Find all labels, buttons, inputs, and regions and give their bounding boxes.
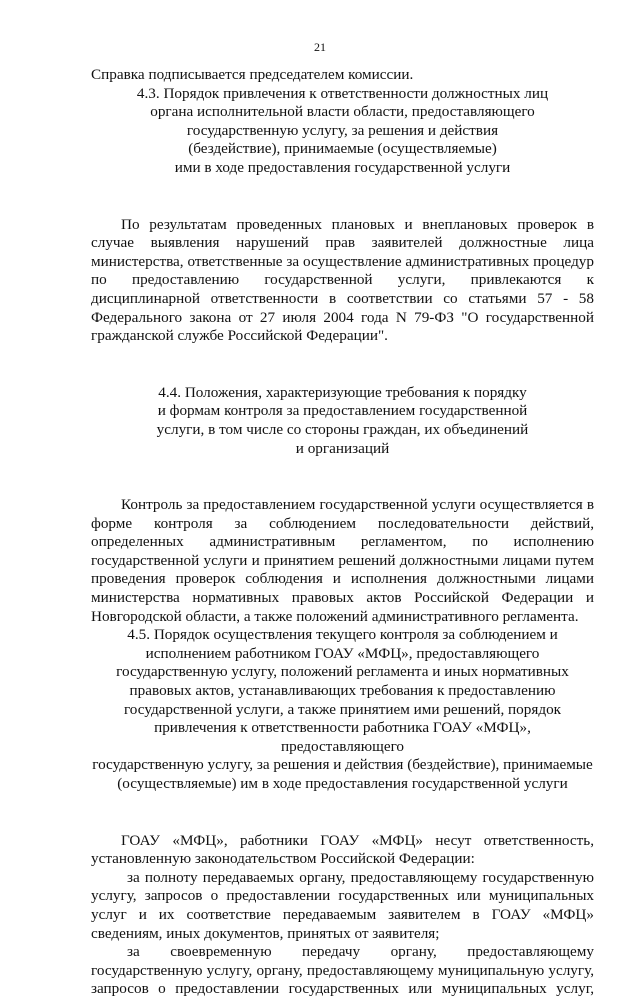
heading-line: органа исполнительной власти области, предоставляющего	[150, 103, 535, 121]
heading-line: государственную услугу, за решения и действия	[186, 121, 499, 139]
body-line: сведениям, иных документов, принятых от заявителя;	[91, 924, 440, 942]
body-line: государственной услуги и принятием решений должностными лицами путем	[91, 551, 594, 569]
body-line: услугу, запросов о предоставлении государственных или муниципальных	[91, 887, 594, 905]
section-4-5-heading	[91, 626, 594, 793]
body-line: определенных административным регламентом, по исполнению	[91, 533, 594, 551]
heading-line: исполнением работником ГОАУ «МФЦ», предоставляющего	[145, 644, 540, 662]
section-4-3-heading	[91, 85, 594, 178]
heading-line: 4.4. Положения, характеризующие требования к порядку	[158, 383, 527, 401]
heading-line: государственной услуги, а также принятием ими решений, порядок	[123, 700, 562, 718]
body-line: министерства, ответственные за осуществление административных процедур	[91, 252, 594, 270]
body-line: гражданской службе Российской Федерации".	[91, 327, 388, 345]
body-line: дисциплинарной ответственности в соответствии со статьями 57 - 58	[91, 289, 594, 307]
heading-line: государственную услугу, положений регламента и иных нормативных	[116, 663, 569, 681]
page-content	[91, 66, 594, 999]
heading-line: (бездействие), принимаемые (осуществляемые)	[188, 140, 497, 158]
heading-line: государственную услугу, за решения и действия (бездействие), принимаемые	[92, 756, 593, 774]
body-line: случае выявления нарушений прав заявителей должностные лица	[91, 234, 594, 252]
heading-line: 4.5. Порядок осуществления текущего контроля за соблюдением и	[127, 626, 558, 644]
heading-line: правовых актов, устанавливающих требования к предоставлению	[129, 682, 556, 700]
heading-line: привлечения к ответственности работника ГОАУ «МФЦ», предоставляющего	[154, 719, 531, 755]
body-line: по предоставлению государственной услуги, привлекаются к	[91, 271, 594, 289]
body-line: услуг и их соответствие передаваемым заявителем в ГОАУ «МФЦ»	[91, 905, 594, 923]
heading-line: 4.3. Порядок привлечения к ответственности должностных лиц	[136, 84, 549, 102]
section-4-3-body	[91, 216, 594, 346]
heading-line: (осуществляемые) им в ходе предоставления государственной услуги	[117, 775, 568, 792]
body-line: за своевременную передачу органу, предоставляющему	[127, 943, 594, 961]
body-line: По результатам проведенных плановых и внеплановых проверок в	[121, 215, 594, 233]
section-4-5-item-1	[91, 869, 594, 943]
section-4-5-item-2	[91, 943, 594, 999]
body-line: Контроль за предоставлением государственной услуги осуществляется в	[121, 496, 594, 514]
body-line: Федерального закона от 27 июля 2004 года N 79-ФЗ "О государственной	[91, 308, 594, 326]
body-line: проведения проверок соблюдения и исполнения должностными лицами	[91, 570, 594, 588]
heading-line: ими в ходе предоставления государственной услуги	[174, 158, 511, 176]
heading-line: услуги, в том числе со стороны граждан, их объединений	[156, 420, 529, 438]
body-line: государственную услугу, органу, предоставляющему муниципальную услугу,	[91, 961, 594, 979]
body-line: Новгородской области, а также положений административного регламента.	[91, 607, 579, 625]
section-4-4-heading	[91, 384, 594, 458]
section-4-5-body	[91, 832, 594, 869]
page-number: 21	[314, 40, 326, 54]
heading-line: и организаций	[295, 439, 390, 457]
heading-line: и формам контроля за предоставлением государственной	[157, 402, 528, 420]
body-line: министерства нормативных правовых актов Российской Федерации и	[91, 589, 594, 607]
body-line: ГОАУ «МФЦ», работники ГОАУ «МФЦ» несут ответственность,	[121, 831, 594, 849]
intro-line: Справка подписывается председателем комиссии.	[91, 66, 414, 83]
body-line: форме контроля за соблюдением последовательности действий,	[91, 514, 594, 532]
body-line: установленную законодательством Российской Федерации:	[91, 850, 475, 868]
body-line: за полноту передаваемых органу, предоставляющему государственную	[127, 868, 594, 886]
body-line: запросов о предоставлении государственных или муниципальных услуг,	[91, 980, 594, 998]
section-4-4-body	[91, 496, 594, 626]
